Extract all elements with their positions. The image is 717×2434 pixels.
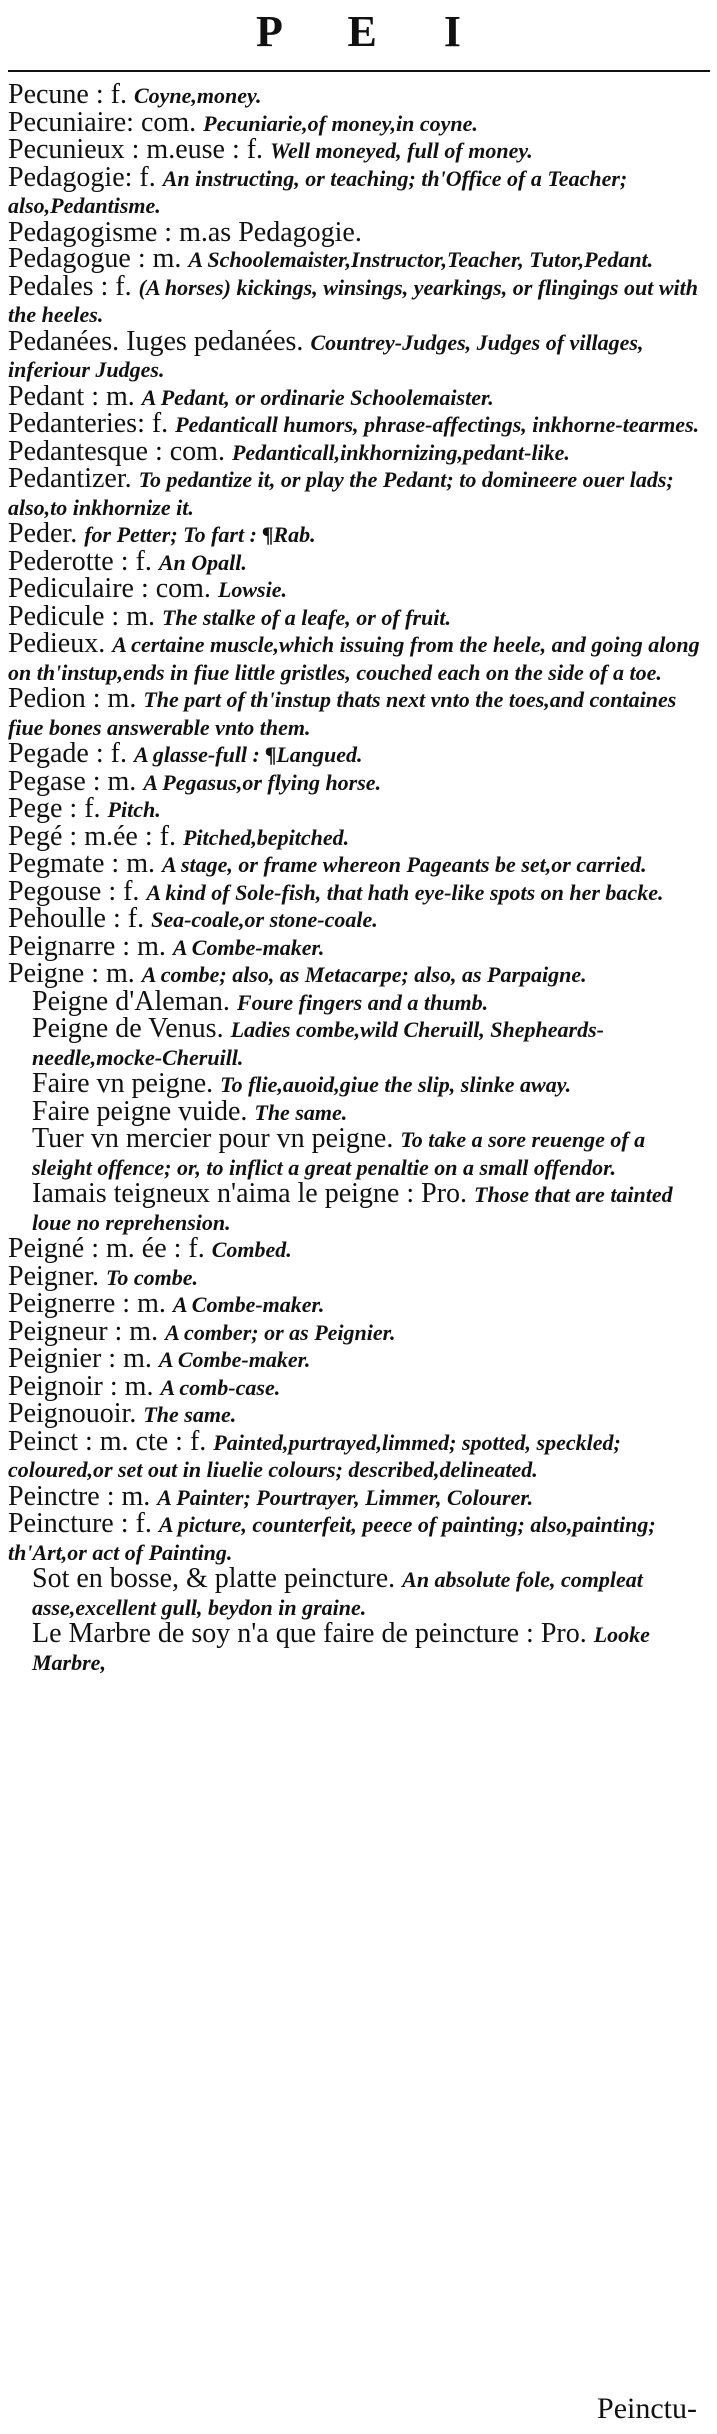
dictionary-entry [8,545,708,577]
headword: Faire vn peigne. [32,1068,214,1099]
dictionary-entry [8,1370,708,1402]
headword: Peignier : m. [8,1343,152,1374]
headword: Pege : f. [8,793,101,824]
sub-entry [8,1563,708,1621]
dictionary-entry [8,765,708,797]
dictionary-entries [8,79,708,1676]
headword: Pedagogie: f. [8,161,156,193]
headword: Peignouoir. [8,1398,137,1429]
headword: Peigner. [8,1260,99,1292]
definition: To combe. [106,1264,199,1290]
dictionary-entry [8,1260,708,1292]
definition: for Petter; To fart : ¶Rab. [84,522,316,547]
dictionary-entry [8,435,708,467]
dictionary-entry [8,1343,708,1374]
headword: Pehoulle : f. [8,903,145,934]
sub-entry [8,1013,708,1071]
headword: Pedagogisme : m.as Pedagogie. [8,216,362,248]
definition: The part of th'instup thats next vnto the toes,and containes fiue bones answerable vnto them. [8,687,677,740]
definition: Pitched,bepitched. [182,824,350,850]
headword: Pegé : m.ée : f. [8,820,176,852]
dictionary-entry [8,1508,708,1566]
sub-entry [8,1068,708,1099]
headword: Pedieux. [8,628,106,659]
headword: Peincture : f. [8,1508,152,1539]
dictionary-entry [8,930,708,962]
headword: Pedanteries: f. [8,408,169,439]
header-rule [8,70,710,72]
headword: Pedagogue : m. [8,243,182,274]
sub-entry [8,985,708,1017]
definition: A Schoolemaister,Instructor,Teacher, Tutor,Pedant. [188,247,654,272]
definition: A Painter; Pourtrayer, Limmer, Colourer. [157,1484,534,1510]
dictionary-entry [8,380,708,412]
headword: Pediculaire : com. [8,573,211,604]
definition: A glasse-full : ¶Langued. [133,742,363,767]
headword: Pegade : f. [8,738,127,769]
headword: Pecune : f. [8,79,127,110]
headword: Pedicule : m. [8,600,155,632]
definition: An instructing, or teaching; th'Office of a Teacher; also,Pedantisme. [8,165,628,218]
dictionary-entry [8,270,708,329]
headword: Peigne d'Aleman. [32,985,230,1017]
definition: To pedantize it, or play the Pedant; to domineere ouer lads; also,to inkhornize it. [8,467,674,520]
definition: A comber; or as Peignier. [165,1319,396,1345]
headword: Pedion : m. [8,683,137,714]
sub-entry [8,1095,708,1127]
dictionary-entry [8,79,708,110]
definition: A Combe-maker. [172,934,325,960]
definition: Well moneyed, full of money. [270,138,533,163]
headword: Pecuniaire: com. [8,106,197,138]
dictionary-entry [8,1288,708,1319]
definition: A Pegasus,or flying horse. [143,769,382,795]
running-head-title: P E I [256,7,489,56]
definition: Those that are tainted loue no reprehension. [32,1182,673,1235]
headword: Peinct : m. cte : f. [8,1425,207,1457]
dictionary-entry [8,573,708,604]
definition: An Opall. [158,549,247,575]
definition: Coyne,money. [133,83,262,108]
dictionary-entry [8,1233,708,1264]
dictionary-entry [8,600,708,632]
headword: Peder. [8,518,78,549]
definition: Lowsie. [217,577,287,602]
dictionary-entry [8,958,708,989]
headword: Pegase : m. [8,765,137,797]
definition: Looke Marbre, [32,1622,650,1675]
definition: Combed. [211,1237,292,1262]
dictionary-entry [8,325,708,384]
definition: Foure fingers and a thumb. [236,989,489,1015]
definition: A kind of Sole-fish, that hath eye-like spots on her backe. [146,879,664,905]
definition: The same. [143,1402,237,1427]
dictionary-entry [8,875,708,907]
definition: Countrey-Judges, Judges of villages, inferiour Judges. [8,329,644,382]
headword: Peigne de Venus. [32,1013,224,1044]
definition: An absolute fole, compleat asse,excellent gull, beydon in graine. [32,1567,643,1620]
headword: Pedant : m. [8,380,135,412]
headword: Faire peigne vuide. [32,1095,248,1127]
headword: Pedantizer. [8,463,132,494]
headword: Pedales : f. [8,270,132,302]
definition: The stalke of a leafe, or of fruit. [161,604,452,630]
headword: Le Marbre de soy n'a que faire de peincture : Pro. [32,1618,587,1649]
dictionary-entry [8,1315,708,1347]
dictionary-entry [8,1398,708,1429]
headword: Tuer vn mercier pour vn peigne. [32,1123,394,1154]
dictionary-entry [8,463,708,521]
definition: A picture, counterfeit, peece of painting; also,painting; th'Art,or act of Painting. [8,1512,656,1565]
definition: Sea-coale,or stone-coale. [151,907,378,932]
definition: A comb-case. [160,1374,281,1400]
definition: Pedanticall humors, phrase-affectings, inkhorne-tearmes. [175,412,700,437]
dictionary-entry [8,628,708,686]
dictionary-entry [8,161,708,220]
dictionary-entry [8,243,708,274]
headword: Peignerre : m. [8,1288,166,1319]
headword: Pedanées. Iuges pedanées. [8,325,304,357]
definition: A combe; also, as Metacarpe; also, as Parpaigne. [141,962,587,987]
sub-entry [8,1618,708,1676]
headword: Peignarre : m. [8,930,166,962]
dictionary-entry [8,1425,708,1484]
headword: Iamais teigneux n'aima le peigne : Pro. [32,1178,468,1209]
headword: Pederotte : f. [8,545,152,577]
sub-entry [8,1123,708,1181]
definition: A stage, or frame whereon Pageants be set,or carried. [161,852,647,877]
dictionary-entry [8,1480,708,1512]
definition: A Combe-maker. [158,1347,311,1372]
headword: Peignoir : m. [8,1370,154,1402]
definition: (A horses) kickings, winsings, yearkings, or flingings out with the heeles. [8,274,698,327]
dictionary-entry [8,134,708,165]
definition: Painted,purtrayed,limmed; spotted, speckled; coloured,or set out in liuelie colours; described,delineated. [8,1429,621,1482]
definition: A Combe-maker. [172,1292,325,1317]
definition: Pitch. [107,797,161,822]
headword: Sot en bosse, & platte peincture. [32,1563,396,1594]
dictionary-entry [8,820,708,852]
definition: Ladies combe,wild Cheruill, Shepheards-needle,mocke-Cheruill. [32,1017,604,1070]
headword: Peigné : m. ée : f. [8,1233,205,1264]
headword: Peigne : m. [8,958,135,989]
sub-entry [8,1178,708,1236]
dictionary-entry [8,848,708,879]
definition: Pecuniarie,of money,in coyne. [203,110,478,136]
catchword: Peinctu- [597,2392,697,2425]
headword: Pedantesque : com. [8,435,225,467]
dictionary-entry [8,738,708,769]
dictionary-entry [8,793,708,824]
definition: To take a sore reuenge of a sleight offence; or, to inflict a great penaltie on a small offendor. [32,1127,646,1180]
headword: Pegouse : f. [8,875,140,907]
definition: To flie,auoid,giue the slip, slinke away. [220,1072,572,1097]
definition: Pedanticall,inkhornizing,pedant-like. [231,439,570,465]
headword: Peinctre : m. [8,1480,151,1512]
dictionary-entry [8,518,708,549]
definition: The same. [254,1099,348,1125]
headword: Pegmate : m. [8,848,155,879]
definition: A Pedant, or ordinarie Schoolemaister. [141,384,494,410]
headword: Pecunieux : m.euse : f. [8,134,264,165]
dictionary-entry [8,408,708,439]
running-head [0,0,717,64]
definition: A certaine muscle,which issuing from the heele, and going along on th'instup,ends in fiue little gristles, couched each on the side of a toe. [8,632,700,685]
headword: Peigneur : m. [8,1315,159,1347]
dictionary-entry [8,903,708,934]
dictionary-entry [8,683,708,741]
dictionary-entry [8,106,708,138]
